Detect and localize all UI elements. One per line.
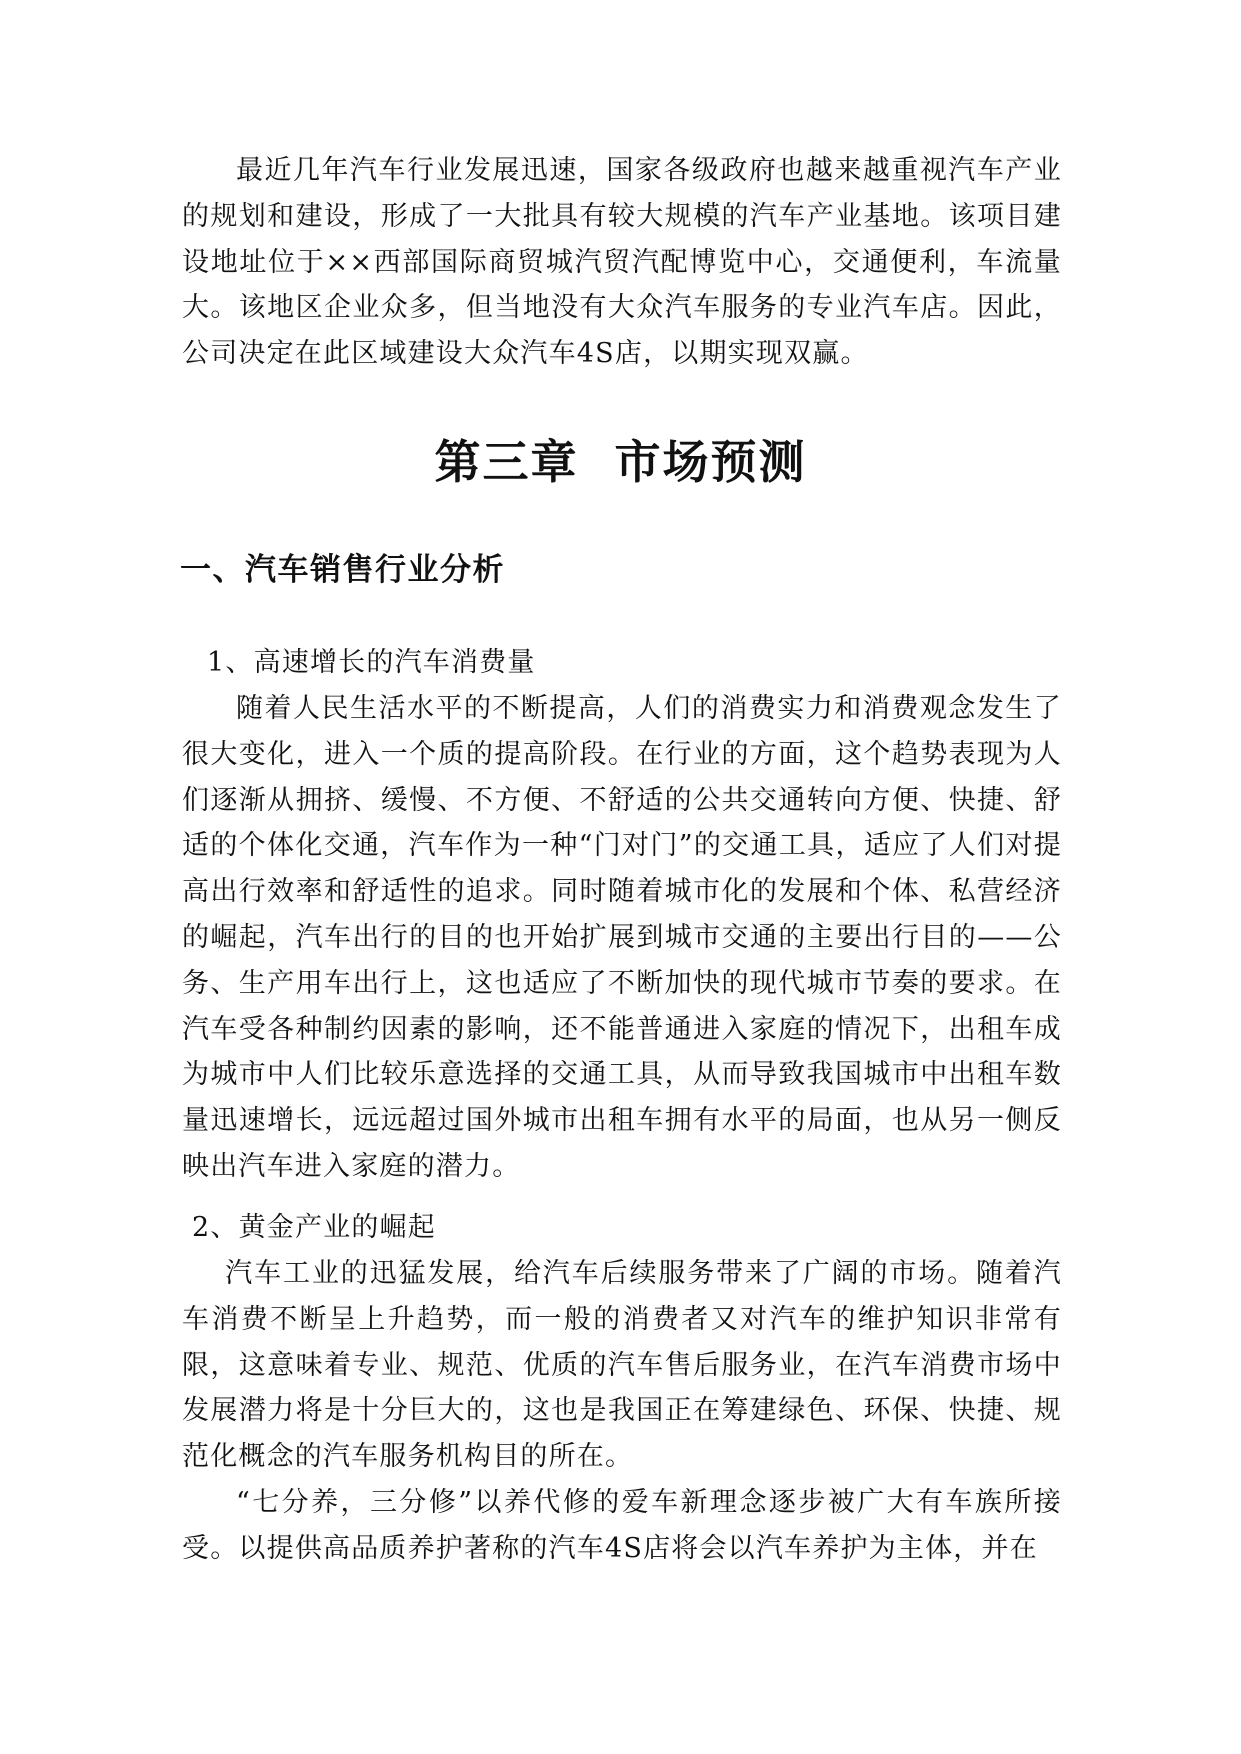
subsection-2-title: 2、黄金产业的崛起 xyxy=(192,1212,436,1243)
chapter-title: 第三章 市场预测 xyxy=(434,435,807,489)
section-title: 一、汽车销售行业分析 xyxy=(180,552,505,588)
subsection-2-paragraph-2: “七分养，三分修”以养代修的爱车新理念逐步被广大有车族所接受。以提供高品质养护著称的汽车4S店将会以汽车养护为主体，并在 xyxy=(182,1487,1062,1564)
subsection-2-paragraph: 汽车工业的迅猛发展，给汽车后续服务带来了广阔的市场。随着汽车消费不断呈上升趋势，而一般的消费者又对汽车的维护知识非常有限，这意味着专业、规范、优质的汽车售后服务业，在汽车消费市场中发展潜力将是十分巨大的，这也是我国正在筹建绿色、环保、快捷、规范化概念的汽车服务机构目的所在。 xyxy=(182,1258,1062,1473)
intro-paragraph: 最近几年汽车行业发展迅速，国家各级政府也越来越重视汽车产业的规划和建设，形成了一大批具有较大规模的汽车产业基地。该项目建设地址位于××西部国际商贸城汽贸汽配博览中心，交通便利，车流量大。该地区企业众多，但当地没有大众汽车服务的专业汽车店。因此，公司决定在此区域建设大众汽车4S店，以期实现双赢。 xyxy=(182,155,1062,370)
subsection-1-paragraph: 随着人民生活水平的不断提高，人们的消费实力和消费观念发生了很大变化，进入一个质的提高阶段。在行业的方面，这个趋势表现为人们逐渐从拥挤、缓慢、不方便、不舒适的公共交通转向方便、快捷、舒适的个体化交通，汽车作为一种“门对门”的交通工具，适应了人们对提高出行效率和舒适性的追求。同时随着城市化的发展和个体、私营经济的崛起，汽车出行的目的也开始扩展到城市交通的主要出行目的——公务、生产用车出行上，这也适应了不断加快的现代城市节奏的要求。在汽车受各种制约因素的影响，还不能普通进入家庭的情况下，出租车成为城市中人们比较乐意选择的交通工具，从而导致我国城市中出租车数量迅速增长，远远超过国外城市出租车拥有水平的局面，也从另一侧反映出汽车进入家庭的潜力。 xyxy=(182,693,1062,1182)
subsection-1-title: 1、高速增长的汽车消费量 xyxy=(207,647,536,678)
